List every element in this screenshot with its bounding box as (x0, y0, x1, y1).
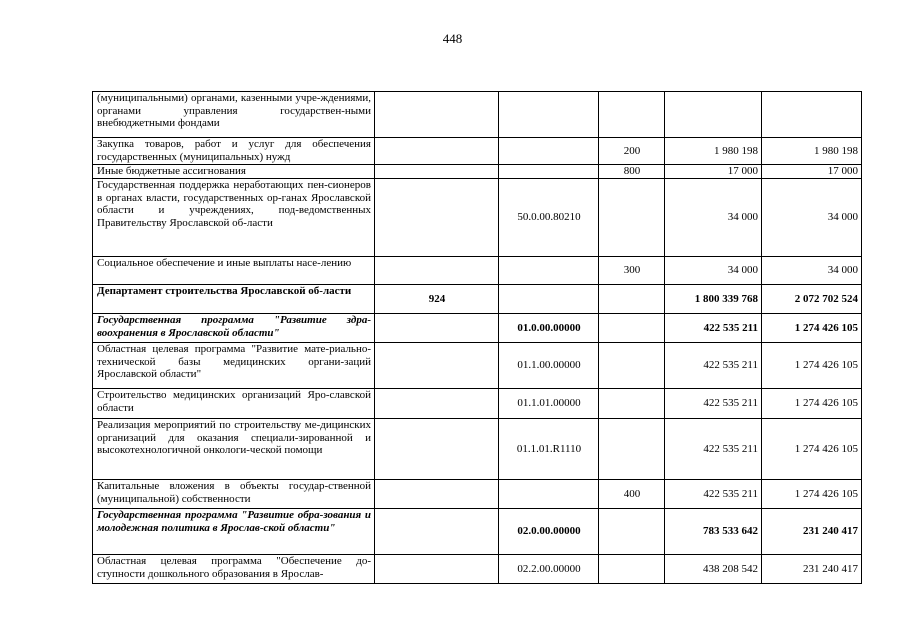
row-type (599, 555, 665, 584)
row-sum-2: 1 274 426 105 (762, 343, 862, 389)
row-sum-2: 231 240 417 (762, 555, 862, 584)
row-sum-2: 34 000 (762, 179, 862, 257)
row-sum-1: 783 533 642 (665, 509, 762, 555)
row-name: (муниципальными) органами, казенными учре-ждениями, органами управления государствен-ными внебюджетными фондами (93, 92, 375, 138)
row-name: Капитальные вложения в объекты государ-ственной (муниципальной) собственности (93, 480, 375, 509)
row-name: Департамент строительства Ярославской об-ласти (93, 285, 375, 314)
row-sum-1: 17 000 (665, 165, 762, 179)
row-name: Иные бюджетные ассигнования (93, 165, 375, 179)
row-dept (375, 257, 499, 285)
row-dept (375, 138, 499, 165)
table-row (93, 179, 862, 257)
row-name: Социальное обеспечение и иные выплаты насе-лению (93, 257, 375, 285)
table-row (93, 343, 862, 389)
table-row (93, 92, 862, 138)
row-type: 800 (599, 165, 665, 179)
table-row (93, 389, 862, 419)
row-type: 200 (599, 138, 665, 165)
row-code (499, 285, 599, 314)
row-sum-1: 34 000 (665, 257, 762, 285)
row-sum-1: 1 980 198 (665, 138, 762, 165)
row-type (599, 179, 665, 257)
table-row (93, 480, 862, 509)
table-row (93, 257, 862, 285)
row-type (599, 285, 665, 314)
row-sum-1: 438 208 542 (665, 555, 762, 584)
row-sum-2: 1 274 426 105 (762, 480, 862, 509)
row-name: Областная целевая программа "Развитие мате-риально-технической базы медицинских органи-заций Ярославской области" (93, 343, 375, 389)
row-name: Государственная программа "Развитие здра-воохранения в Ярославской области" (93, 314, 375, 343)
row-sum-1 (665, 92, 762, 138)
row-code (499, 92, 599, 138)
row-type: 300 (599, 257, 665, 285)
row-sum-1: 422 535 211 (665, 389, 762, 419)
row-sum-2 (762, 92, 862, 138)
row-code (499, 165, 599, 179)
row-type (599, 314, 665, 343)
row-sum-1: 34 000 (665, 179, 762, 257)
budget-table (92, 91, 862, 584)
row-dept (375, 509, 499, 555)
row-type (599, 92, 665, 138)
row-type (599, 343, 665, 389)
row-code: 50.0.00.80210 (499, 179, 599, 257)
table-row (93, 314, 862, 343)
row-dept (375, 555, 499, 584)
row-code (499, 480, 599, 509)
row-dept (375, 343, 499, 389)
row-code: 01.0.00.00000 (499, 314, 599, 343)
row-sum-2: 1 274 426 105 (762, 419, 862, 480)
table-row (93, 419, 862, 480)
table-row (93, 285, 862, 314)
row-code: 02.2.00.00000 (499, 555, 599, 584)
row-name: Областная целевая программа "Обеспечение до-ступности дошкольного образования в Ярослав- (93, 555, 375, 584)
row-name: Реализация мероприятий по строительству ме-дицинских организаций для оказания специали-зированной и высокотехнологичной онкологи-ческой помощи (93, 419, 375, 480)
row-dept (375, 165, 499, 179)
row-dept: 924 (375, 285, 499, 314)
table-row (93, 555, 862, 584)
row-sum-2: 34 000 (762, 257, 862, 285)
row-code: 02.0.00.00000 (499, 509, 599, 555)
row-code: 01.1.01.R1110 (499, 419, 599, 480)
row-sum-2: 1 274 426 105 (762, 314, 862, 343)
row-dept (375, 314, 499, 343)
table-row (93, 165, 862, 179)
row-sum-2: 2 072 702 524 (762, 285, 862, 314)
row-sum-2: 231 240 417 (762, 509, 862, 555)
row-sum-2: 17 000 (762, 165, 862, 179)
row-dept (375, 389, 499, 419)
row-type (599, 509, 665, 555)
row-code (499, 257, 599, 285)
page-number: 448 (442, 31, 463, 46)
row-name: Государственная программа "Развитие обра-зования и молодежная политика в Ярослав-ской области" (93, 509, 375, 555)
row-sum-1: 422 535 211 (665, 480, 762, 509)
row-sum-2: 1 274 426 105 (762, 389, 862, 419)
row-dept (375, 92, 499, 138)
row-dept (375, 480, 499, 509)
row-name: Строительство медицинских организаций Яро-славской области (93, 389, 375, 419)
row-type (599, 389, 665, 419)
table-row (93, 138, 862, 165)
row-sum-2: 1 980 198 (762, 138, 862, 165)
row-code: 01.1.00.00000 (499, 343, 599, 389)
row-sum-1: 422 535 211 (665, 314, 762, 343)
row-type: 400 (599, 480, 665, 509)
row-dept (375, 419, 499, 480)
row-name: Закупка товаров, работ и услуг для обеспечения государственных (муниципальных) нужд (93, 138, 375, 165)
row-code: 01.1.01.00000 (499, 389, 599, 419)
row-type (599, 419, 665, 480)
row-sum-1: 1 800 339 768 (665, 285, 762, 314)
row-sum-1: 422 535 211 (665, 419, 762, 480)
row-sum-1: 422 535 211 (665, 343, 762, 389)
row-name: Государственная поддержка неработающих пен-сионеров в органах власти, государственных ор-ганах Ярославской области и учреждениях, под-ведомственных Правительству Ярославской об-ласти (93, 179, 375, 257)
row-code (499, 138, 599, 165)
row-dept (375, 179, 499, 257)
table-row (93, 509, 862, 555)
